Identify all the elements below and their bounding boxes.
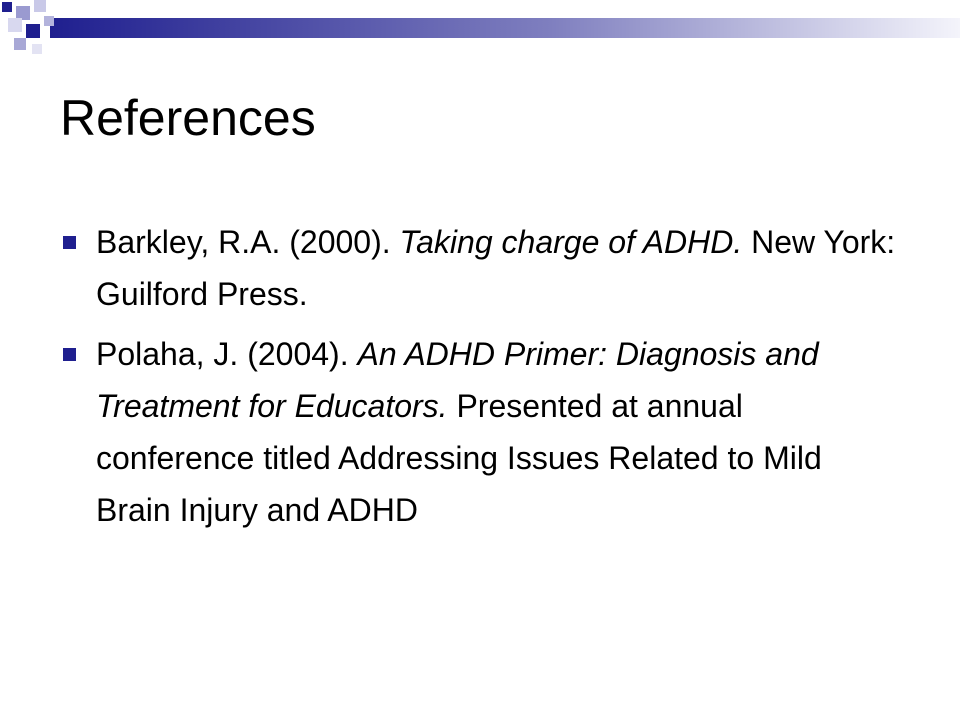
square-bullet-icon	[63, 348, 76, 361]
deco-square	[16, 6, 30, 20]
reference-title: An ADHD Primer: Diagnosis and Treatment for Educators.	[96, 336, 819, 424]
deco-square	[34, 0, 46, 12]
deco-square	[14, 38, 26, 50]
header-decoration	[0, 0, 960, 60]
reference-author-year: Polaha, J. (2004).	[96, 336, 358, 372]
reference-item	[60, 328, 900, 536]
slide-title: References	[60, 90, 316, 146]
header-gradient-bar	[50, 18, 960, 38]
deco-square	[8, 18, 22, 32]
reference-item	[60, 216, 900, 320]
deco-square	[26, 24, 40, 38]
reference-title: Taking charge of ADHD.	[399, 224, 743, 260]
deco-square	[2, 2, 12, 12]
reference-list	[60, 216, 900, 544]
deco-square	[44, 16, 54, 26]
reference-author-year: Barkley, R.A. (2000).	[96, 224, 400, 260]
reference-publisher: New York: Guilford Press.	[96, 224, 896, 312]
square-bullet-icon	[63, 236, 76, 249]
deco-square	[32, 44, 42, 54]
reference-venue: Presented at annual conference titled Addressing Issues Related to Mild Brain Injury and ADHD	[96, 388, 822, 528]
